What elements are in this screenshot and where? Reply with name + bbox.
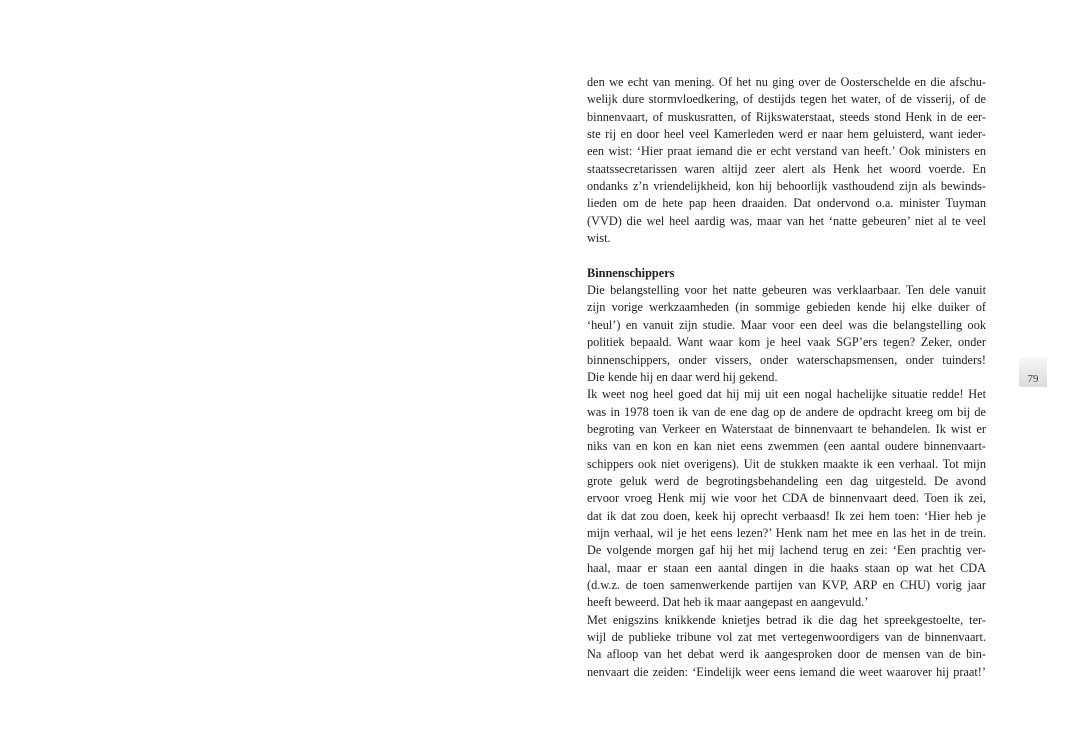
page-number: 79 <box>1027 373 1039 385</box>
text-line: begroting van Verkeer en Waterstaat de binnenvaart te behandelen. Ik wist er <box>587 421 986 436</box>
text-line: nenvaart die zeiden: ‘Eindelijk weer eens iemand die weet waarover hij praat!’ <box>587 664 986 679</box>
body-text-column <box>587 74 986 681</box>
text-line: De volgende morgen gaf hij het mij lachend terug en zei: ‘Een prachtig ver- <box>587 543 986 558</box>
text-line: Na afloop van het debat werd ik aangesproken door de mensen van de bin- <box>587 647 986 662</box>
paragraph-spacer <box>587 247 986 264</box>
section-heading: Binnenschippers <box>587 265 675 280</box>
text-line: binnenschippers, onder vissers, onder waterschapsmensen, onder tuinders! <box>587 352 986 367</box>
text-line: Met enigszins knikkende knietjes betrad ik die dag het spreekgestoelte, ter- <box>587 612 986 627</box>
text-line: wijl de publieke tribune vol zat met vertegenwoordigers van de binnenvaart. <box>587 630 986 644</box>
page-number-tab <box>1019 358 1047 387</box>
text-line: (d.w.z. de toen samenwerkende partijen van KVP, ARP en CHU) vorig jaar <box>587 577 986 592</box>
text-line: Ik weet nog heel goed dat hij mij uit een nogal hachelijke situatie redde! Het <box>587 387 986 402</box>
text-line: (VVD) die wel heel aardig was, maar van het ‘natte gebeuren’ niet al te veel <box>587 213 986 228</box>
text-line: welijk dure stormvloedkering, of destijds tegen het water, of de visserij, of de <box>587 92 986 107</box>
text-line: ondanks z’n vriendelijkheid, kon hij behoorlijk vasthoudend zijn als bewinds- <box>587 179 986 194</box>
text-line: mijn verhaal, wil je het eens lezen?’ Henk nam het mee en las het in de trein. <box>587 525 986 540</box>
text-line: Die kende hij en daar werd hij gekend. <box>587 369 778 384</box>
paragraph <box>587 386 986 611</box>
text-line: een wist: ‘Hier praat iemand die er echt verstand van heeft.’ Ook ministers en <box>587 144 986 159</box>
paragraph <box>587 612 986 681</box>
text-line: was in 1978 toen ik van de ene dag op de andere de opdracht kreeg om bij de <box>587 404 986 419</box>
text-line: politiek bepaald. Want waar kom je heel vaak SGP’ers tegen? Zeker, onder <box>587 335 986 350</box>
paragraph <box>587 74 986 247</box>
text-line: lieden om de hete pap heen draaiden. Dat ondervond o.a. minister Tuyman <box>587 196 986 211</box>
text-line: ste rij en door heel veel Kamerleden werd er naar hem geluisterd, want ieder- <box>587 127 986 142</box>
text-line: haal, maar er staan een aantal dingen in die haaks staan op wat het CDA <box>587 560 986 575</box>
text-line: wist. <box>587 231 611 246</box>
text-line: heeft beweerd. Dat heb ik maar aangepast en aangevuld.’ <box>587 595 869 610</box>
text-line: den we echt van mening. Of het nu ging over de Oosterschelde en die afschu- <box>587 75 986 89</box>
text-line: schippers ook niet overigens). Uit de stukken maakte ik een verhaal. Tot mijn <box>587 456 986 471</box>
text-line: niks van en kon en kan niet eens zwemmen (een aantal oudere binnenvaart- <box>587 439 986 454</box>
text-line: staatssecretarissen waren altijd zeer alert als Henk het woord voerde. En <box>587 161 986 176</box>
text-line: Die belangstelling voor het natte gebeuren was verklaarbaar. Ten dele vanuit <box>587 283 986 298</box>
text-line: zijn vorige werkzaamheden (in sommige gebieden kende hij elke duiker of <box>587 300 986 315</box>
text-line: dat ik dat zou doen, keek hij oprecht verbaasd! Ik zei hem toen: ‘Hier heb je <box>587 508 986 523</box>
text-line: binnenvaart, of muskusratten, of Rijkswaterstaat, steeds stond Henk in de eer- <box>587 109 986 124</box>
text-line: grote geluk werd de begrotingsbehandeling een dag uitgesteld. De avond <box>587 473 986 488</box>
text-line: ‘heul’) en vanuit zijn studie. Maar voor een deel was die belangstelling ook <box>587 317 986 332</box>
text-line: ervoor vroeg Henk mij wie voor het CDA de binnenvaart deed. Toen ik zei, <box>587 491 986 506</box>
paragraph <box>587 282 986 386</box>
